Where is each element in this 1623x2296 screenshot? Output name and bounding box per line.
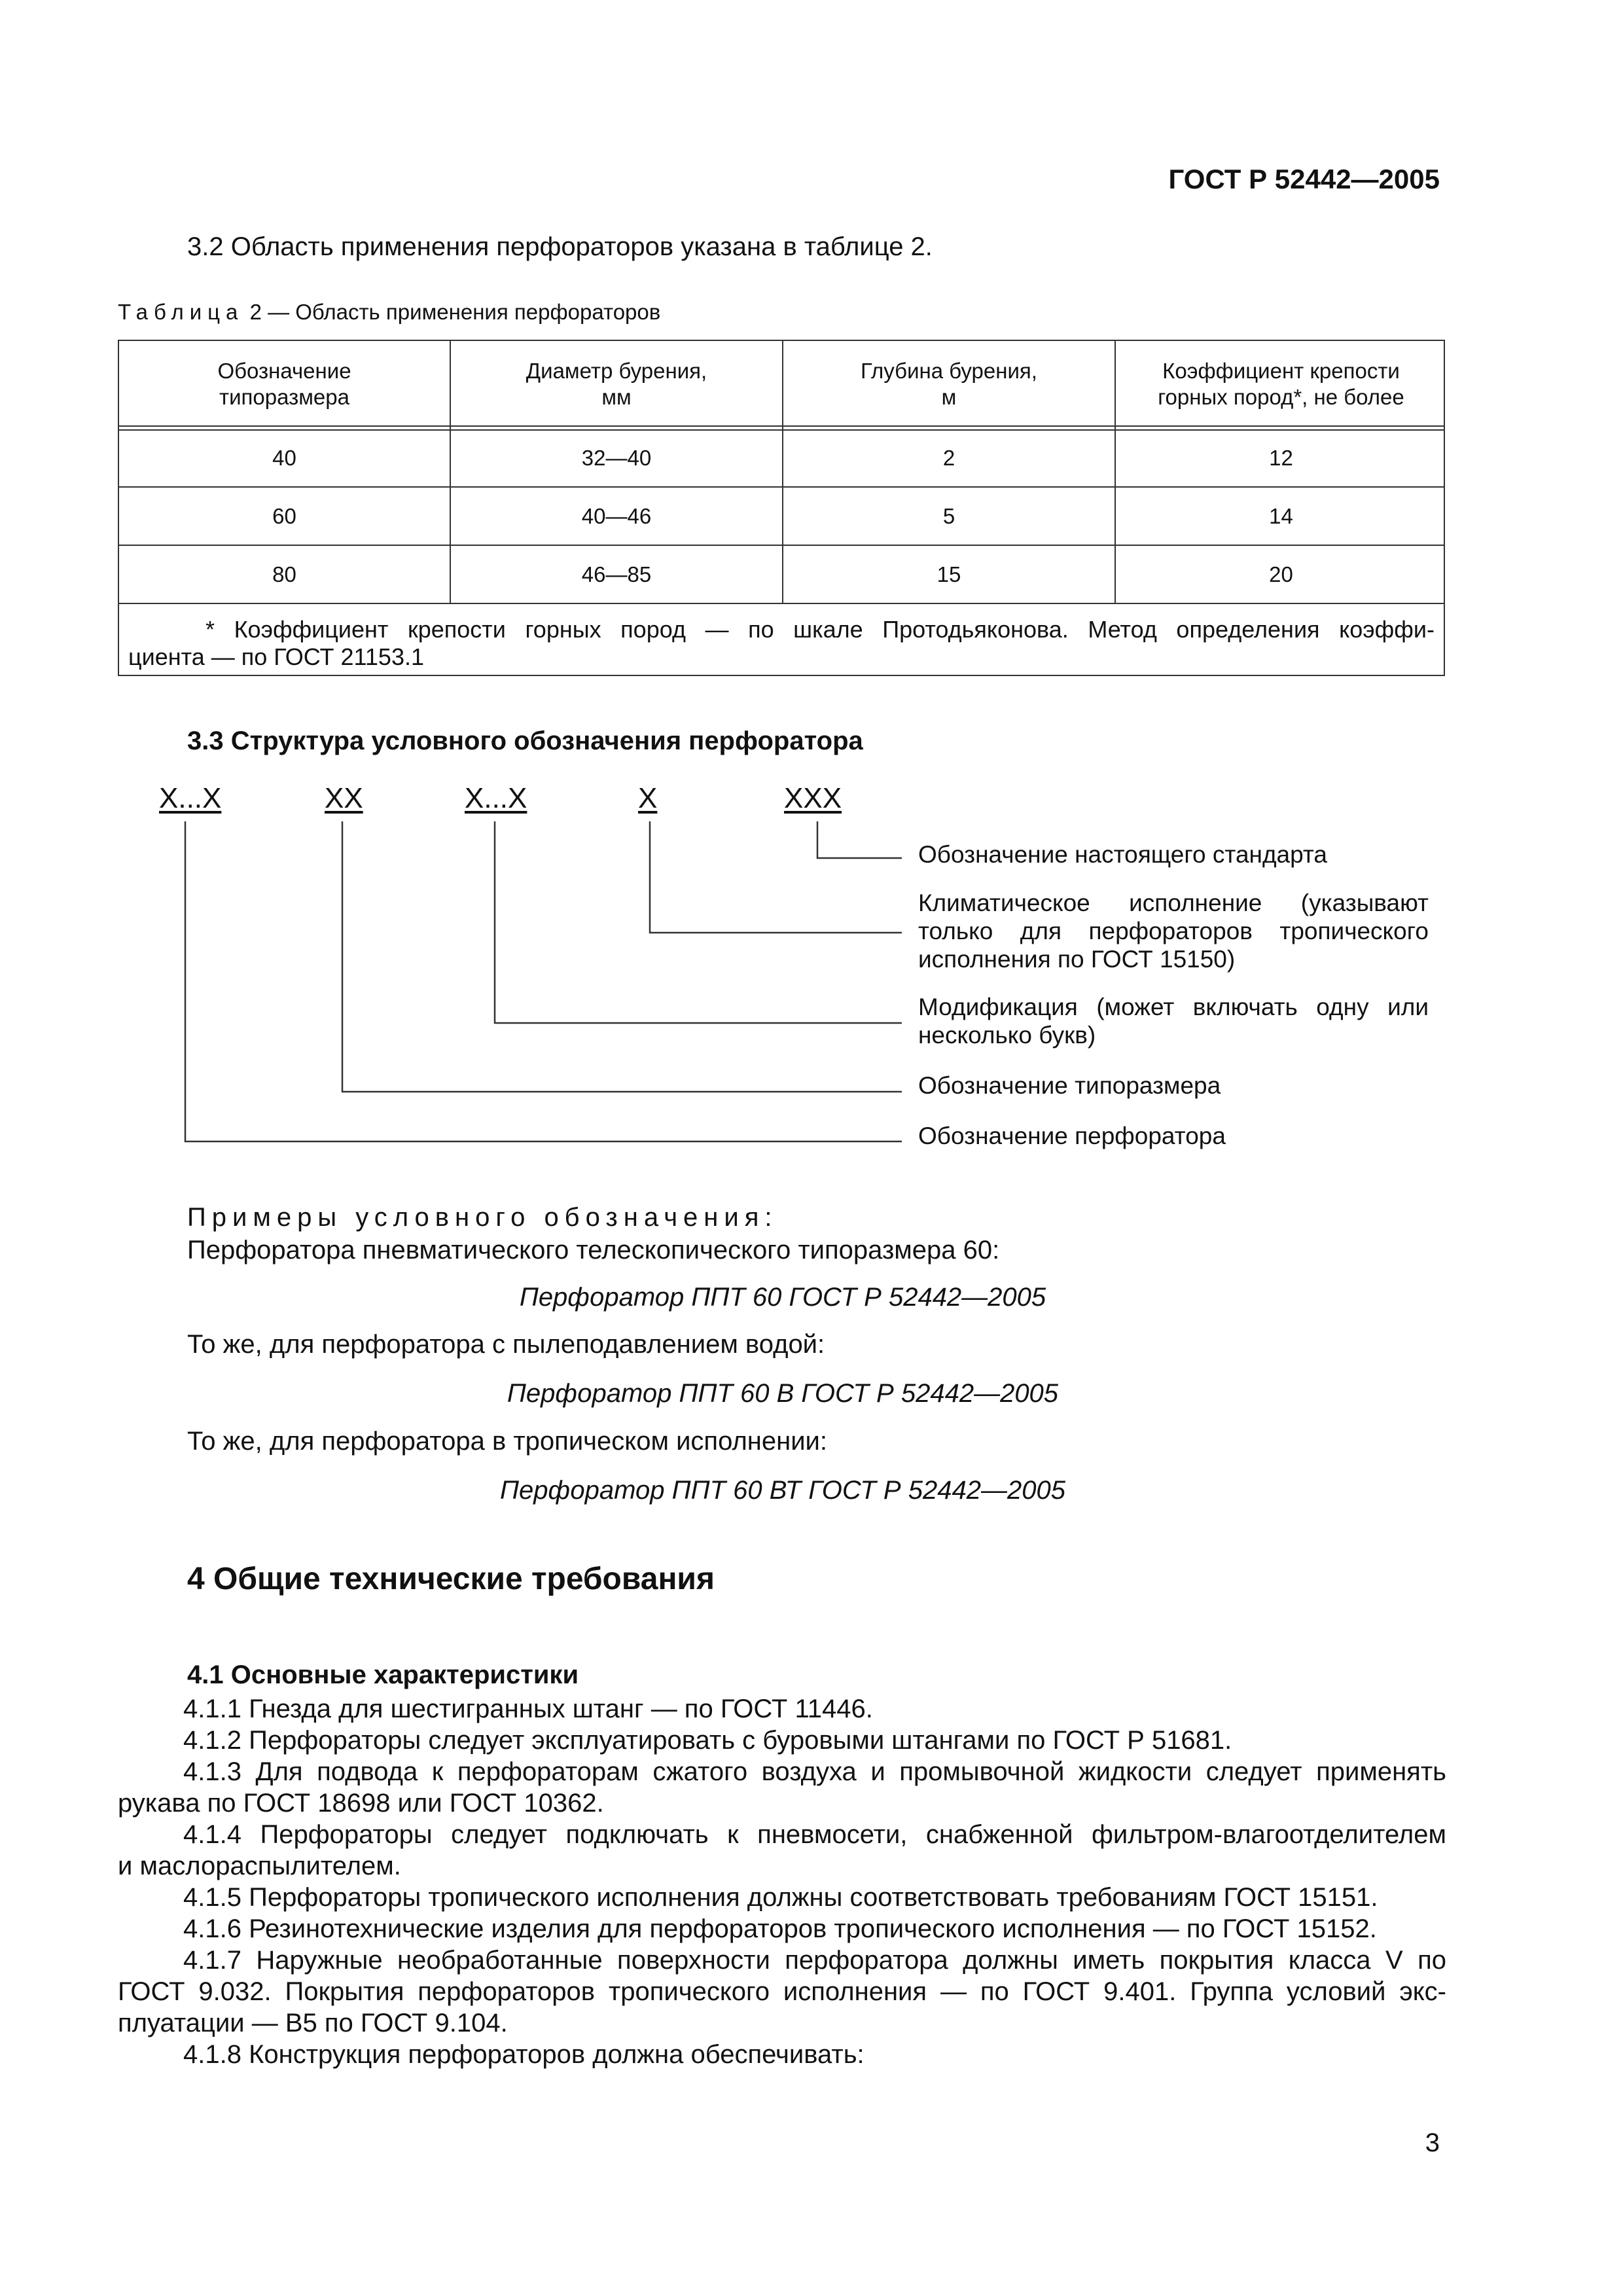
table-caption: [118, 300, 660, 325]
paragraph-3-2: 3.2 Область применения перфораторов указана в таблице 2.: [187, 232, 933, 261]
scheme-code-size: ХХ: [325, 782, 363, 814]
table-header-size: Обозначение типоразмера: [217, 359, 351, 409]
label-standard: Обозначение настоящего стандарта: [918, 841, 1327, 868]
table-cell: 60: [272, 504, 296, 528]
examples-line-2: То же, для перфоратора с пылеподавлением водой:: [187, 1330, 825, 1359]
table-header-depth: Глубина бурения, м: [861, 359, 1037, 409]
table-cell: 80: [272, 562, 296, 586]
example-designation-1: Перфоратор ППТ 60 ГОСТ Р 52442—2005: [519, 1283, 1046, 1312]
table-cell: 40: [272, 446, 296, 470]
paragraph-4-1-8: 4.1.8 Конструкция перфораторов должна обеспечивать:: [183, 2040, 865, 2069]
table-caption-text: 2 — Область применения перфораторов: [249, 300, 661, 324]
label-modification: Модификация (может включать одну или несколько букв): [918, 994, 1429, 1049]
label-climate: Климатическое исполнение (указывают только для перфораторов тропического исполнения по ГОСТ 15150): [918, 889, 1429, 973]
table-cell: 14: [1269, 504, 1293, 528]
paragraph-4-1-1: 4.1.1 Гнезда для шестигранных штанг — по ГОСТ 11446.: [183, 1695, 873, 1723]
scheme-code-perforator: Х...Х: [159, 782, 222, 814]
section-4-heading: 4 Общие технические требования: [187, 1562, 715, 1596]
paragraph-4-1-5: 4.1.5 Перфораторы тропического исполнения должны соответствовать требованиям ГОСТ 15151.: [183, 1883, 1378, 1912]
paragraph-4-1-2: 4.1.2 Перфораторы следует эксплуатировать с буровыми штангами по ГОСТ Р 51681.: [183, 1726, 1232, 1755]
example-designation-2: Перфоратор ППТ 60 В ГОСТ Р 52442—2005: [507, 1379, 1059, 1408]
scheme-code-modification: Х...Х: [465, 782, 527, 814]
document-code: ГОСТ Р 52442—2005: [1168, 164, 1440, 194]
table-cell: 12: [1269, 446, 1293, 470]
table-cell: 46—85: [581, 562, 652, 586]
paragraph-4-1-7: 4.1.7 Наружные необработанные поверхности перфоратора должны иметь покрытия класса V по ГОСТ 9.032. Покрытия перфораторов тропического исполнения — по ГОСТ 9.401. Группа условий экс- плуатации — В5 по ГОСТ 9.104.: [118, 1946, 1446, 2037]
table-cell: 15: [936, 562, 961, 586]
table-footnote: * Коэффициент крепости горных пород — по шкале Протодьяконова. Метод определения коэффи- циента — по ГОСТ 21153.1: [128, 616, 1435, 670]
label-size: Обозначение типоразмера: [918, 1072, 1221, 1099]
examples-line-1: Перфоратора пневматического телескопического типоразмера 60:: [187, 1236, 1000, 1265]
table-cell: 20: [1269, 562, 1293, 586]
scheme-code-climate: Х: [638, 782, 658, 814]
page-number: 3: [1425, 2128, 1440, 2157]
section-3-3-heading: 3.3 Структура условного обозначения перфоратора: [187, 726, 863, 755]
examples-title: Примеры условного обозначения:: [187, 1203, 778, 1232]
table-cell: 32—40: [581, 446, 652, 470]
table-cell: 5: [942, 504, 955, 528]
paragraph-4-1-6: 4.1.6 Резинотехнические изделия для перфораторов тропического исполнения — по ГОСТ 15152.: [183, 1914, 1377, 1943]
table-header-hardness: Коэффициент крепости горных пород*, не более: [1158, 359, 1404, 409]
paragraph-4-1-3: 4.1.3 Для подвода к перфораторам сжатого воздуха и промывочной жидкости следует применять рукава по ГОСТ 18698 или ГОСТ 10362.: [118, 1757, 1446, 1818]
label-perforator: Обозначение перфоратора: [918, 1122, 1226, 1149]
examples-line-3: То же, для перфоратора в тропическом исполнении:: [187, 1427, 828, 1456]
scheme-code-standard: ХХХ: [784, 782, 842, 814]
application-table: [118, 340, 1445, 676]
paragraph-4-1-4: 4.1.4 Перфораторы следует подключать к пневмосети, снабженной фильтром-влагоотделителем и маслораспылителем.: [118, 1820, 1446, 1880]
table-caption-label: Таблица: [118, 300, 244, 324]
table-cell: 40—46: [581, 504, 652, 528]
example-designation-3: Перфоратор ППТ 60 ВТ ГОСТ Р 52442—2005: [500, 1476, 1065, 1505]
table-header-diameter: Диаметр бурения, мм: [526, 359, 707, 409]
section-4-1-heading: 4.1 Основные характеристики: [187, 1660, 579, 1689]
table-cell: 2: [942, 446, 955, 470]
